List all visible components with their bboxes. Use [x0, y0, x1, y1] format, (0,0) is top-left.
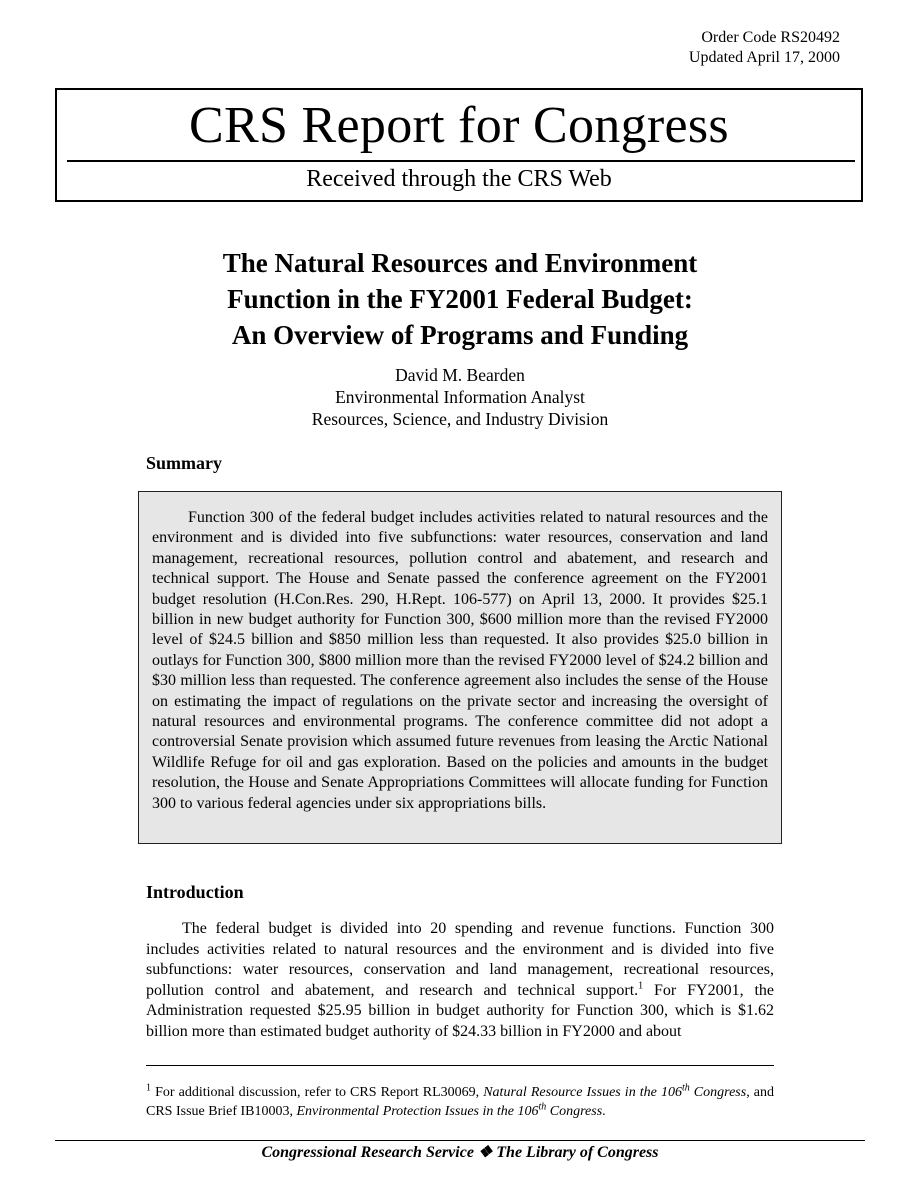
footer-left: Congressional Research Service — [261, 1144, 474, 1161]
footnote-reference-title — [296, 1101, 603, 1119]
footnote-ref-text: Environmental Protection Issues in the 106 — [296, 1104, 539, 1119]
page-footer — [55, 1143, 865, 1163]
footer-right: The Library of Congress — [496, 1144, 659, 1161]
order-code: Order Code RS20492 — [701, 29, 840, 46]
intro-text-part: For FY2001, the Administration requested $25.95 billion in budget authority for Function 300, which is $1.62 billion more than estimated budget authority of $24.33 billion in FY2000 and about — [146, 981, 774, 1040]
introduction-text — [146, 919, 774, 1042]
footnote-ref-text: Congress — [546, 1104, 603, 1119]
footnote-ref-text: Natural Resource Issues in the 106 — [483, 1085, 682, 1100]
intro-text-part: The federal budget is divided into 20 spending and revenue functions. Function 300 includes activities related to natural resources and the environment and is divided into five subfunctions: water resources, conservation and land management, recreational resources, pollution control and abatement, and research and technical support. — [146, 920, 774, 999]
title-line: An Overview of Programs and Funding — [231, 320, 689, 350]
masthead-subtitle: Received through the CRS Web — [306, 166, 612, 192]
author-block — [120, 364, 800, 430]
footnote-ordinal: th — [681, 1082, 690, 1094]
document-title — [120, 245, 800, 353]
author-name: David M. Bearden — [395, 365, 525, 385]
footnote-text: For additional discussion, refer to CRS Report RL30069, — [151, 1085, 484, 1100]
footnote-text: , and CRS Issue Brief IB10003, — [146, 1085, 774, 1119]
footnote-ref-text: Congress — [689, 1085, 747, 1100]
footnote-reference-title — [483, 1082, 747, 1100]
author-title: Environmental Information Analyst — [335, 387, 585, 407]
summary-text: Function 300 of the federal budget includes activities related to natural resources and the environment and is divided into five subfunctions: water resources, conservation and land management, recreational resources, pollution control and abatement, and research and technical support. The House and Senate passed the conference agreement on the FY2001 budget resolution (H.Con.Res. 290, H.Rept. 106-577) on April 13, 2000. It provides $25.1 billion in new budget authority for Function 300, $600 million more than the revised FY2000 level of $24.5 billion and $850 million less than requested. It also provides $25.0 billion in outlays for Function 300, $800 million more than the revised FY2000 level of $24.2 billion and $30 million less than requested. The conference agreement also includes the sense of the House on estimating the impact of regulations on the private sector and increasing the oversight of natural resources and environmental programs. The conference committee did not adopt a controversial Senate provision which assumed future revenues from leasing the Arctic National Wildlife Refuge for oil and gas exploration. Based on the policies and amounts in the budget resolution, the House and Senate Appropriations Committees will allocate funding for Function 300 to various federal agencies under six appropriations bills. — [152, 509, 768, 812]
footnote-reference[interactable]: 1 — [638, 980, 644, 992]
introduction-heading: Introduction — [146, 882, 244, 902]
masthead-title: CRS Report for Congress — [189, 97, 729, 154]
footnote-text: . — [602, 1104, 606, 1119]
footnote-rule — [146, 1065, 774, 1066]
author-division: Resources, Science, and Industry Division — [311, 409, 609, 429]
masthead-rule — [67, 160, 855, 162]
footer-separator-icon: ❖ — [477, 1144, 493, 1161]
summary-heading: Summary — [146, 453, 222, 473]
title-line: The Natural Resources and Environment — [222, 248, 698, 278]
masthead — [55, 88, 863, 202]
updated-date: Updated April 17, 2000 — [688, 49, 840, 66]
footnote-mark: 1 — [146, 1082, 151, 1094]
order-code-block — [689, 28, 840, 68]
summary-box — [138, 491, 782, 844]
footer-rule — [55, 1140, 865, 1141]
footnote-ordinal: th — [538, 1101, 547, 1113]
title-line: Function in the FY2001 Federal Budget: — [227, 284, 693, 314]
footnote — [146, 1083, 774, 1121]
